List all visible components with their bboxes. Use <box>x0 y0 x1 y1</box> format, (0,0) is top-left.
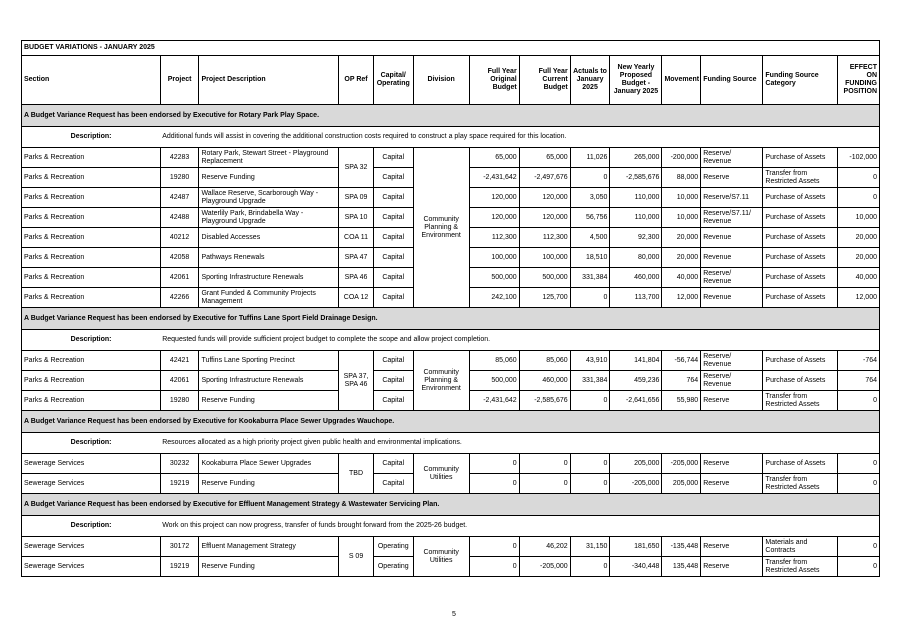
cell-movement: 135,448 <box>662 557 701 577</box>
cell-movement: -56,744 <box>662 351 701 371</box>
cell-funding-source: Reserve/ Revenue <box>701 351 763 371</box>
description-row <box>22 330 880 351</box>
endorsement-row <box>22 105 880 127</box>
cell-actuals: 31,150 <box>570 537 610 557</box>
cell-division: Community Planning & Environment <box>413 148 469 308</box>
budget-table <box>21 40 880 577</box>
cell-current-budget: 0 <box>519 454 570 474</box>
table-row <box>22 351 880 371</box>
cell-actuals: 56,756 <box>570 208 610 228</box>
cell-proposed-budget: 205,000 <box>610 454 662 474</box>
cell-funding-category: Purchase of Assets <box>763 268 837 288</box>
cell-original-budget: 120,000 <box>469 188 519 208</box>
cell-project: 42421 <box>160 351 199 371</box>
cell-description: Tuffins Lane Sporting Precinct <box>199 351 339 371</box>
cell-actuals: 0 <box>570 474 610 494</box>
cell-movement: 55,980 <box>662 391 701 411</box>
cell-current-budget: 500,000 <box>519 268 570 288</box>
cell-section: Sewerage Services <box>22 557 161 577</box>
cell-actuals: 331,384 <box>570 371 610 391</box>
cell-section: Sewerage Services <box>22 537 161 557</box>
cell-description: Waterlily Park, Brindabella Way - Playground Upgrade <box>199 208 339 228</box>
cell-project: 42488 <box>160 208 199 228</box>
cell-description: Pathways Renewals <box>199 248 339 268</box>
cell-funding-source: Revenue <box>701 228 763 248</box>
cell-funding-category: Purchase of Assets <box>763 228 837 248</box>
cell-project: 19280 <box>160 168 199 188</box>
cell-division: Community Utilities <box>413 454 469 494</box>
cell-effect: 0 <box>837 474 879 494</box>
cell-op-ref: SPA 10 <box>339 208 374 228</box>
title-row <box>22 41 880 56</box>
cell-cap-op: Capital <box>373 188 413 208</box>
budget-sheet <box>21 40 880 577</box>
cell-section: Parks & Recreation <box>22 228 161 248</box>
cell-funding-source: Reserve/ Revenue <box>701 148 763 168</box>
description-row <box>22 127 880 148</box>
cell-op-ref: SPA 46 <box>339 268 374 288</box>
cell-section: Parks & Recreation <box>22 148 161 168</box>
cell-funding-category: Purchase of Assets <box>763 248 837 268</box>
cell-section: Parks & Recreation <box>22 188 161 208</box>
cell-op-ref: SPA 37, SPA 46 <box>339 351 374 411</box>
cell-current-budget: -2,585,676 <box>519 391 570 411</box>
cell-funding-category: Purchase of Assets <box>763 288 837 308</box>
cell-cap-op: Capital <box>373 208 413 228</box>
table-row <box>22 148 880 168</box>
cell-cap-op: Capital <box>373 371 413 391</box>
cell-effect: 20,000 <box>837 248 879 268</box>
cell-project: 42487 <box>160 188 199 208</box>
cell-funding-source: Reserve <box>701 474 763 494</box>
cell-section: Parks & Recreation <box>22 248 161 268</box>
cell-description: Sporting Infrastructure Renewals <box>199 371 339 391</box>
endorsement-text: A Budget Variance Request has been endorsed by Executive for Rotary Park Play Space. <box>22 105 880 127</box>
cell-cap-op: Capital <box>373 288 413 308</box>
endorsement-row <box>22 308 880 330</box>
cell-effect: -764 <box>837 351 879 371</box>
cell-op-ref: SPA 32 <box>339 148 374 188</box>
description-label: Description: <box>22 433 161 454</box>
cell-section: Parks & Recreation <box>22 168 161 188</box>
cell-funding-source: Reserve <box>701 557 763 577</box>
cell-op-ref: COA 12 <box>339 288 374 308</box>
cell-current-budget: 120,000 <box>519 188 570 208</box>
cell-section: Sewerage Services <box>22 454 161 474</box>
cell-current-budget: 120,000 <box>519 208 570 228</box>
cell-original-budget: 0 <box>469 537 519 557</box>
description-text: Resources allocated as a high priority project given public health and environmental implications. <box>160 433 879 454</box>
cell-original-budget: 0 <box>469 454 519 474</box>
cell-current-budget: 112,300 <box>519 228 570 248</box>
cell-current-budget: -205,000 <box>519 557 570 577</box>
header-division: Division <box>413 56 469 105</box>
cell-description: Disabled Accesses <box>199 228 339 248</box>
cell-proposed-budget: 80,000 <box>610 248 662 268</box>
cell-proposed-budget: -205,000 <box>610 474 662 494</box>
cell-current-budget: 85,060 <box>519 351 570 371</box>
cell-original-budget: -2,431,642 <box>469 391 519 411</box>
cell-cap-op: Operating <box>373 557 413 577</box>
cell-movement: -205,000 <box>662 454 701 474</box>
cell-funding-category: Purchase of Assets <box>763 188 837 208</box>
cell-project: 19219 <box>160 474 199 494</box>
cell-effect: 12,000 <box>837 288 879 308</box>
cell-current-budget: -2,497,676 <box>519 168 570 188</box>
cell-movement: 40,000 <box>662 268 701 288</box>
cell-funding-source: Revenue <box>701 288 763 308</box>
cell-description: Wallace Reserve, Scarborough Way - Playground Upgrade <box>199 188 339 208</box>
cell-funding-source: Reserve <box>701 537 763 557</box>
cell-funding-source: Reserve <box>701 168 763 188</box>
description-label: Description: <box>22 127 161 148</box>
cell-proposed-budget: 460,000 <box>610 268 662 288</box>
cell-original-budget: -2,431,642 <box>469 168 519 188</box>
cell-cap-op: Capital <box>373 351 413 371</box>
cell-original-budget: 112,300 <box>469 228 519 248</box>
header-movement: Movement <box>662 56 701 105</box>
cell-effect: 0 <box>837 188 879 208</box>
endorsement-row <box>22 494 880 516</box>
cell-cap-op: Capital <box>373 228 413 248</box>
cell-funding-source: Reserve <box>701 454 763 474</box>
cell-effect: 764 <box>837 371 879 391</box>
table-row <box>22 454 880 474</box>
header-funding-category: Funding Source Category <box>763 56 837 105</box>
cell-actuals: 331,384 <box>570 268 610 288</box>
cell-funding-source: Reserve/ Revenue <box>701 268 763 288</box>
cell-description: Reserve Funding <box>199 474 339 494</box>
cell-project: 42266 <box>160 288 199 308</box>
cell-division: Community Utilities <box>413 537 469 577</box>
cell-effect: 10,000 <box>837 208 879 228</box>
cell-cap-op: Capital <box>373 391 413 411</box>
header-funding-source: Funding Source <box>701 56 763 105</box>
page-number: 5 <box>452 611 456 618</box>
cell-cap-op: Capital <box>373 148 413 168</box>
cell-funding-source: Reserve/S7.11/ Revenue <box>701 208 763 228</box>
cell-effect: 0 <box>837 557 879 577</box>
cell-proposed-budget: 265,000 <box>610 148 662 168</box>
cell-original-budget: 120,000 <box>469 208 519 228</box>
cell-description: Rotary Park, Stewart Street - Playground Replacement <box>199 148 339 168</box>
cell-movement: 20,000 <box>662 248 701 268</box>
cell-funding-category: Purchase of Assets <box>763 351 837 371</box>
cell-section: Parks & Recreation <box>22 288 161 308</box>
cell-cap-op: Operating <box>373 537 413 557</box>
description-label: Description: <box>22 330 161 351</box>
cell-current-budget: 125,700 <box>519 288 570 308</box>
cell-current-budget: 460,000 <box>519 371 570 391</box>
header-project: Project <box>160 56 199 105</box>
cell-actuals: 0 <box>570 454 610 474</box>
header-op-ref: OP Ref <box>339 56 374 105</box>
header-section: Section <box>22 56 161 105</box>
header-actuals: Actuals to January 2025 <box>570 56 610 105</box>
cell-project: 19280 <box>160 391 199 411</box>
cell-movement: 764 <box>662 371 701 391</box>
cell-section: Sewerage Services <box>22 474 161 494</box>
cell-description: Kookaburra Place Sewer Upgrades <box>199 454 339 474</box>
cell-current-budget: 100,000 <box>519 248 570 268</box>
cell-movement: 12,000 <box>662 288 701 308</box>
header-row <box>22 56 880 105</box>
cell-section: Parks & Recreation <box>22 371 161 391</box>
header-cap-op: Capital/ Operating <box>373 56 413 105</box>
cell-movement: -135,448 <box>662 537 701 557</box>
description-text: Requested funds will provide sufficient project budget to complete the scope and allow project completion. <box>160 330 879 351</box>
cell-funding-source: Reserve <box>701 391 763 411</box>
cell-current-budget: 0 <box>519 474 570 494</box>
header-full-year-original: Full Year Original Budget <box>469 56 519 105</box>
cell-effect: 20,000 <box>837 228 879 248</box>
cell-effect: 0 <box>837 537 879 557</box>
cell-funding-category: Transfer from Restricted Assets <box>763 474 837 494</box>
cell-op-ref: SPA 47 <box>339 248 374 268</box>
cell-funding-category: Materials and Contracts <box>763 537 837 557</box>
cell-funding-category: Transfer from Restricted Assets <box>763 168 837 188</box>
cell-project: 42061 <box>160 371 199 391</box>
cell-description: Effluent Management Strategy <box>199 537 339 557</box>
cell-movement: 10,000 <box>662 188 701 208</box>
cell-proposed-budget: 141,804 <box>610 351 662 371</box>
cell-cap-op: Capital <box>373 268 413 288</box>
header-description: Project Description <box>199 56 339 105</box>
endorsement-text: A Budget Variance Request has been endorsed by Executive for Effluent Management Strategy & Wastewater Servicing Plan. <box>22 494 880 516</box>
cell-cap-op: Capital <box>373 248 413 268</box>
cell-proposed-budget: 110,000 <box>610 208 662 228</box>
cell-original-budget: 85,060 <box>469 351 519 371</box>
cell-funding-category: Purchase of Assets <box>763 454 837 474</box>
cell-description: Reserve Funding <box>199 557 339 577</box>
cell-actuals: 0 <box>570 557 610 577</box>
sheet-title: BUDGET VARIATIONS - JANUARY 2025 <box>22 41 880 56</box>
cell-description: Sporting Infrastructure Renewals <box>199 268 339 288</box>
cell-proposed-budget: -340,448 <box>610 557 662 577</box>
cell-movement: -200,000 <box>662 148 701 168</box>
cell-proposed-budget: 459,236 <box>610 371 662 391</box>
cell-project: 19219 <box>160 557 199 577</box>
cell-actuals: 43,910 <box>570 351 610 371</box>
cell-current-budget: 46,202 <box>519 537 570 557</box>
description-label: Description: <box>22 516 161 537</box>
cell-proposed-budget: -2,585,676 <box>610 168 662 188</box>
cell-actuals: 3,050 <box>570 188 610 208</box>
cell-original-budget: 242,100 <box>469 288 519 308</box>
cell-cap-op: Capital <box>373 168 413 188</box>
cell-project: 42061 <box>160 268 199 288</box>
cell-division: Community Planning & Environment <box>413 351 469 411</box>
cell-actuals: 4,500 <box>570 228 610 248</box>
cell-project: 42283 <box>160 148 199 168</box>
cell-section: Parks & Recreation <box>22 391 161 411</box>
cell-effect: 0 <box>837 454 879 474</box>
cell-effect: -102,000 <box>837 148 879 168</box>
description-row <box>22 433 880 454</box>
cell-actuals: 0 <box>570 168 610 188</box>
cell-movement: 88,000 <box>662 168 701 188</box>
cell-funding-category: Purchase of Assets <box>763 208 837 228</box>
header-effect: EFFECT ON FUNDING POSITION <box>837 56 879 105</box>
cell-original-budget: 0 <box>469 557 519 577</box>
cell-description: Reserve Funding <box>199 391 339 411</box>
cell-project: 30172 <box>160 537 199 557</box>
cell-description: Reserve Funding <box>199 168 339 188</box>
cell-effect: 0 <box>837 168 879 188</box>
cell-original-budget: 0 <box>469 474 519 494</box>
cell-funding-category: Purchase of Assets <box>763 371 837 391</box>
endorsement-row <box>22 411 880 433</box>
header-new-yearly: New Yearly Proposed Budget - January 2025 <box>610 56 662 105</box>
description-text: Additional funds will assist in covering the additional construction costs required to construct a play space required for this location. <box>160 127 879 148</box>
description-text: Work on this project can now progress, transfer of funds brought forward from the 2025-26 budget. <box>160 516 879 537</box>
cell-funding-source: Reserve/S7.11 <box>701 188 763 208</box>
cell-original-budget: 500,000 <box>469 371 519 391</box>
cell-description: Grant Funded & Community Projects Management <box>199 288 339 308</box>
cell-op-ref: TBD <box>339 454 374 494</box>
cell-movement: 10,000 <box>662 208 701 228</box>
cell-effect: 40,000 <box>837 268 879 288</box>
cell-actuals: 18,510 <box>570 248 610 268</box>
cell-proposed-budget: -2,641,656 <box>610 391 662 411</box>
cell-op-ref: SPA 09 <box>339 188 374 208</box>
cell-original-budget: 500,000 <box>469 268 519 288</box>
cell-proposed-budget: 181,650 <box>610 537 662 557</box>
cell-effect: 0 <box>837 391 879 411</box>
cell-movement: 20,000 <box>662 228 701 248</box>
header-full-year-current: Full Year Current Budget <box>519 56 570 105</box>
cell-funding-source: Reserve/ Revenue <box>701 371 763 391</box>
cell-proposed-budget: 110,000 <box>610 188 662 208</box>
endorsement-text: A Budget Variance Request has been endorsed by Executive for Kookaburra Place Sewer Upgrades Wauchope. <box>22 411 880 433</box>
cell-funding-source: Revenue <box>701 248 763 268</box>
cell-project: 42058 <box>160 248 199 268</box>
cell-section: Parks & Recreation <box>22 268 161 288</box>
cell-proposed-budget: 92,300 <box>610 228 662 248</box>
cell-section: Parks & Recreation <box>22 351 161 371</box>
cell-funding-category: Transfer from Restricted Assets <box>763 391 837 411</box>
cell-proposed-budget: 113,700 <box>610 288 662 308</box>
cell-movement: 205,000 <box>662 474 701 494</box>
cell-original-budget: 65,000 <box>469 148 519 168</box>
cell-project: 30232 <box>160 454 199 474</box>
cell-actuals: 0 <box>570 288 610 308</box>
table-row <box>22 537 880 557</box>
cell-original-budget: 100,000 <box>469 248 519 268</box>
cell-op-ref: COA 11 <box>339 228 374 248</box>
cell-current-budget: 65,000 <box>519 148 570 168</box>
cell-funding-category: Purchase of Assets <box>763 148 837 168</box>
cell-funding-category: Transfer from Restricted Assets <box>763 557 837 577</box>
cell-project: 40212 <box>160 228 199 248</box>
cell-actuals: 0 <box>570 391 610 411</box>
cell-cap-op: Capital <box>373 474 413 494</box>
endorsement-text: A Budget Variance Request has been endorsed by Executive for Tuffins Lane Sport Field Drainage Design. <box>22 308 880 330</box>
cell-op-ref: S 09 <box>339 537 374 577</box>
cell-cap-op: Capital <box>373 454 413 474</box>
description-row <box>22 516 880 537</box>
cell-actuals: 11,026 <box>570 148 610 168</box>
cell-section: Parks & Recreation <box>22 208 161 228</box>
